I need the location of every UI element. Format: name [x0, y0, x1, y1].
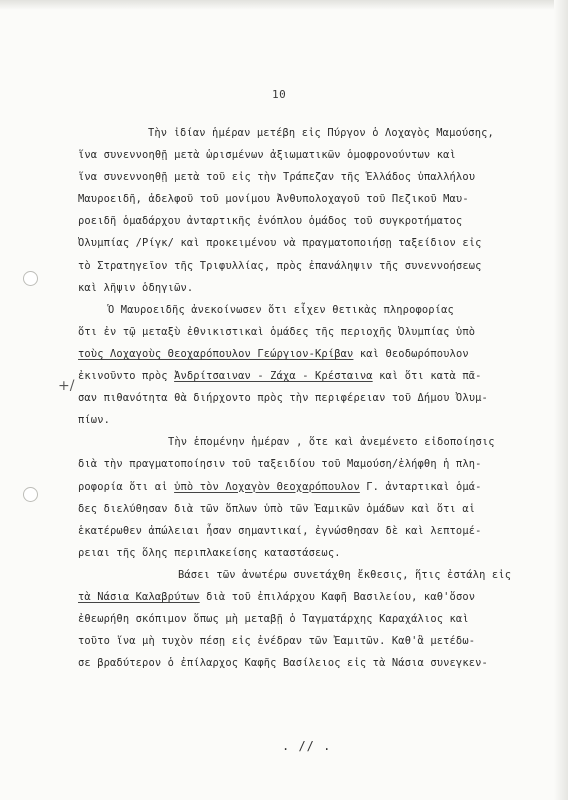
text-segment: Ὁ Μαυροειδῆς ἀνεκοίνωσεν ὅτι εἶχεν θετικὰς πληροφορίας: [108, 303, 454, 316]
text-segment: ἑκατέρωθεν ἀπώλειαι ἦσαν σημαντικαί, ἐγνώσθησαν δὲ καὶ λεπτομέ-: [78, 524, 482, 537]
text-segment: τὸ Στρατηγεῖον τῆς Τριφυλλίας, πρὸς ἐπανάληψιν τῆς συνεννοήσεως: [78, 259, 482, 272]
text-line: [78, 498, 556, 520]
footer-continuation-mark: . // .: [282, 739, 332, 753]
text-segment: ἐθεωρήθη σκόπιμον ὅπως μὴ μεταβῇ ὁ Ταγματάρχης Καραχάλιος καὶ: [78, 613, 469, 626]
text-segment: Μαυροειδῆ, ἀδελφοῦ τοῦ μονίμου Ἀνθυπολοχαγοῦ τοῦ Πεζικοῦ Μαυ-: [78, 193, 469, 206]
text-line: [78, 652, 556, 674]
text-segment: ἵνα συνεννοηθῇ μετὰ τοῦ εἰς τὴν Τράπεζαν τῆς Ἑλλάδος ὑπαλλήλου: [78, 171, 476, 184]
text-segment: διὰ τοῦ ἐπιλάρχου Καφῆ Βασιλείου, καθ'ὅσον: [199, 590, 476, 603]
text-segment: Βάσει τῶν ἀνωτέρω συνετάχθη ἔκθεσις, ἥτις ἐστάλη εἰς: [178, 568, 512, 581]
text-line: [78, 564, 556, 586]
text-line: [78, 431, 556, 453]
text-line: [78, 299, 556, 321]
handwritten-margin-mark: +/: [58, 378, 75, 394]
punch-hole-top: [23, 271, 38, 286]
text-line: [78, 542, 556, 564]
underlined-text: τοὺς Λοχαγοὺς Θεοχαρόπουλον Γεώργιον-Κρίβαν: [78, 347, 354, 360]
text-segment: σαν πιθανότητα θὰ διήρχοντο πρὸς τὴν περιφέρειαν τοῦ Δήμου Ὀλυμ-: [78, 392, 488, 405]
text-line: [78, 365, 556, 387]
text-segment: καὶ ὅτι κατὰ πᾶ-: [372, 370, 482, 383]
text-line: [78, 232, 556, 254]
text-segment: τοῦτο ἵνα μὴ τυχὸν πέσῃ εἰς ἐνέδραν τῶν Ἐαμιτῶν. Καθ'ἃ μετέδω-: [78, 635, 476, 648]
underlined-text: ὑπὸ τὸν Λοχαγὸν Θεοχαρόπουλον: [174, 480, 360, 493]
text-segment: καὶ λῆψιν ὁδηγιῶν.: [78, 281, 194, 294]
text-line: [78, 476, 556, 498]
page-right-edge: [554, 0, 568, 800]
text-line: [78, 586, 556, 608]
text-segment: Τὴν ἑπομένην ἡμέραν , ὅτε καὶ ἀνεμένετο εἰδοποίησις: [168, 436, 495, 449]
text-line: [78, 343, 556, 365]
document-body: [78, 122, 556, 674]
text-line: [78, 166, 556, 188]
underlined-text: τὰ Νάσια Καλαβρύτων: [78, 590, 200, 603]
text-line: [78, 630, 556, 652]
text-segment: ροειδῆ ὁμαδάρχου ἀνταρτικῆς ἐνόπλου ὁμάδος τοῦ συγκροτήματος: [78, 215, 463, 228]
text-line: [78, 255, 556, 277]
text-segment: Γ. ἀνταρτικαὶ ὁμά-: [359, 480, 482, 493]
text-line: [78, 144, 556, 166]
text-line: [78, 520, 556, 542]
text-segment: πίων.: [78, 414, 111, 427]
text-segment: ρειαι τῆς ὅλης περιπλακείσης καταστάσεως.: [78, 546, 341, 559]
text-segment: ροφορία ὅτι αἱ: [78, 480, 175, 493]
underlined-text: Ἀνδρίτσαιναν - Ζάχα - Κρέσταινα: [174, 370, 373, 383]
text-line: [78, 277, 556, 299]
text-line: [78, 122, 556, 144]
text-segment: Τὴν ἰδίαν ἡμέραν μετέβη εἰς Πύργον ὁ Λοχαγὸς Μαμούσης,: [148, 127, 494, 139]
text-segment: ὅτι ἐν τῷ μεταξὺ ἐθνικιστικαὶ ὁμάδες τῆς περιοχῆς Ὀλυμπίας ὑπὸ: [78, 325, 476, 338]
punch-hole-bottom: [23, 487, 38, 502]
text-segment: Ὀλυμπίας /Ρίγκ/ καὶ προκειμένου νὰ πραγματοποιήσῃ ταξείδιον εἰς: [78, 237, 482, 250]
text-line: [78, 321, 556, 343]
text-segment: ἵνα συνεννοηθῇ μετὰ ὡρισμένων ἀξιωματικῶν ὁμοφρονούντων καὶ: [78, 149, 456, 162]
text-line: [78, 188, 556, 210]
page-number: 10: [272, 88, 287, 101]
text-segment: δες διελύθησαν διὰ τῶν ὅπλων ὑπὸ τῶν Ἐαμικῶν ὁμάδων καὶ ὅτι αἱ: [78, 502, 476, 515]
text-line: [78, 409, 556, 431]
text-segment: καὶ Θεοδωρόπουλον: [353, 347, 469, 360]
text-line: [78, 387, 556, 409]
text-segment: σε βραδύτερον ὁ ἐπίλαρχος Καφῆς Βασίλειος εἰς τὰ Νάσια συνεγκεν-: [78, 657, 488, 670]
text-segment: ἐκινοῦντο πρὸς: [78, 370, 175, 383]
text-line: [78, 608, 556, 630]
text-line: [78, 453, 556, 475]
text-line: [78, 210, 556, 232]
text-segment: διὰ τὴν πραγματοποίησιν τοῦ ταξειδίου τοῦ Μαμούση/ἐλήφθη ἡ πλη-: [78, 458, 482, 471]
page-top-edge: [0, 0, 568, 10]
